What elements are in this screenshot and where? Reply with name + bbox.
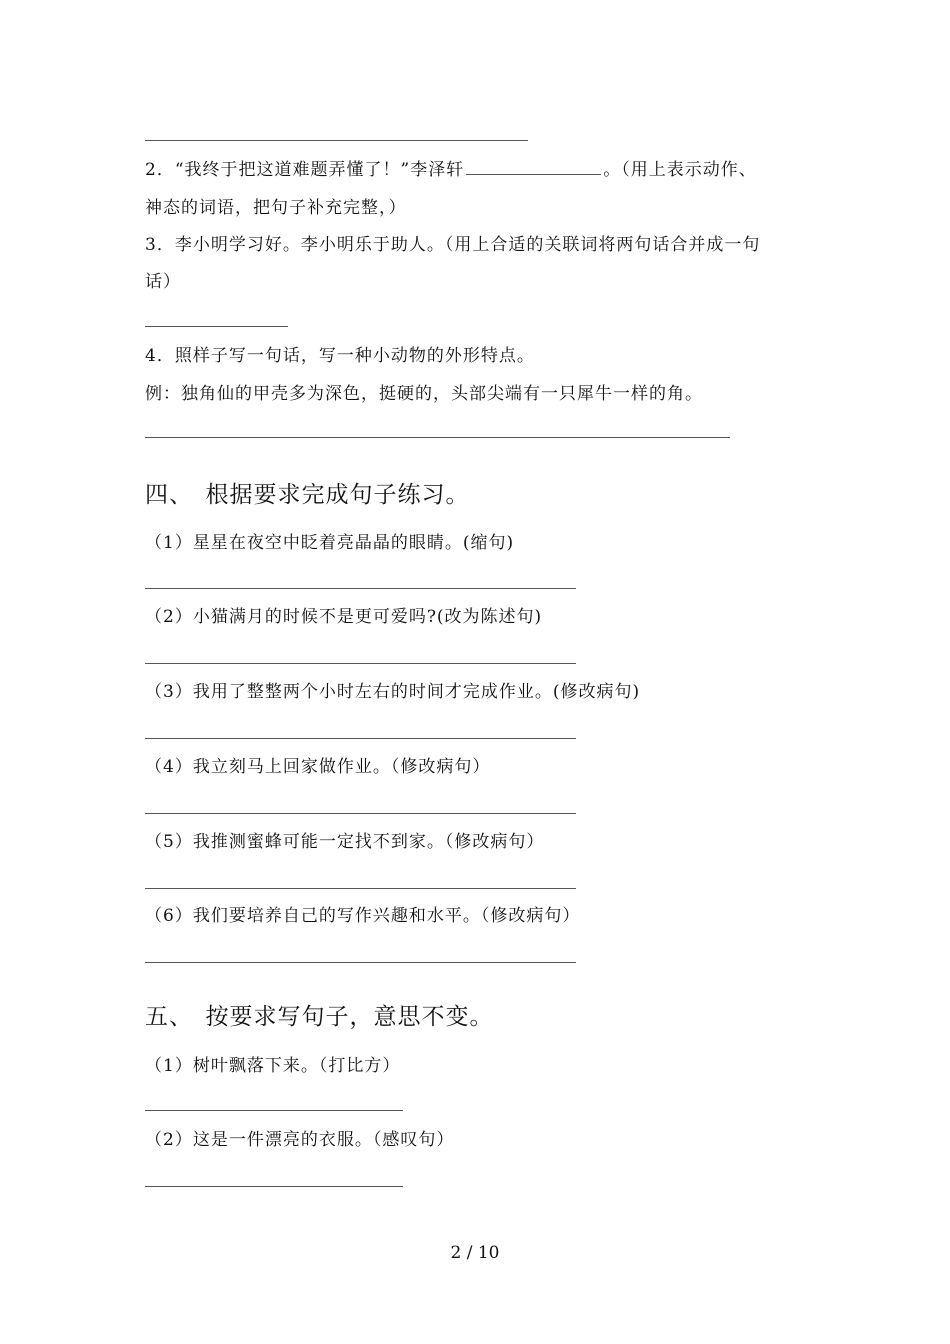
- answer-line-q4[interactable]: [145, 437, 730, 438]
- section-4-item-2: （2）小猫满月的时候不是更可爱吗?(改为陈述句): [145, 607, 543, 627]
- section-4-item-6: （6）我们要培养自己的写作兴趣和水平。（修改病句）: [145, 906, 581, 926]
- question-3-line1: 3．李小明学习好。李小明乐于助人。（用上合适的关联词将两句话合并成一句: [145, 235, 761, 255]
- section-5-item-1: （1）树叶飘落下来。（打比方）: [145, 1056, 401, 1076]
- section-4-item-1: （1）星星在夜空中眨着亮晶晶的眼睛。(缩句): [145, 533, 515, 553]
- answer-line-s4-4[interactable]: [145, 813, 576, 814]
- answer-line-q1[interactable]: [145, 140, 528, 141]
- section-4-item-3: （3）我用了整整两个小时左右的时间才完成作业。(修改病句): [145, 682, 641, 702]
- question-4-example: 例：独角仙的甲壳多为深色，挺硬的，头部尖端有一只犀牛一样的角。: [145, 384, 703, 404]
- section-4-title: 四、 根据要求完成句子练习。: [145, 482, 470, 508]
- page-number: 2 / 10: [450, 1243, 500, 1263]
- question-3-line2: 话）: [145, 272, 181, 292]
- question-4-line1: 4．照样子写一句话，写一种小动物的外形特点。: [145, 346, 535, 366]
- question-2-line1: [145, 158, 757, 182]
- answer-line-s4-2[interactable]: [145, 663, 576, 664]
- answer-line-s4-5[interactable]: [145, 888, 576, 889]
- section-4-item-5: （5）我推测蜜蜂可能一定找不到家。（修改病句）: [145, 832, 545, 852]
- question-2-blank[interactable]: [466, 158, 601, 175]
- answer-line-s5-1[interactable]: [145, 1110, 403, 1111]
- section-4-item-4: （4）我立刻马上回家做作业。（修改病句）: [145, 757, 491, 777]
- question-2-line2: 神态的词语，把句子补充完整，）: [145, 198, 407, 218]
- question-2-number: 2．: [145, 160, 175, 180]
- section-5-title: 五、 按要求写句子，意思不变。: [145, 1004, 494, 1030]
- answer-line-s4-3[interactable]: [145, 738, 576, 739]
- answer-line-q3[interactable]: [145, 326, 288, 327]
- question-2-text-before: “我终于把这道难题弄懂了！”李泽轩: [174, 160, 465, 180]
- answer-line-s4-1[interactable]: [145, 588, 576, 589]
- question-2-text-after: 。（用上表示动作、: [603, 160, 757, 180]
- section-5-item-2: （2）这是一件漂亮的衣服。（感叹句）: [145, 1130, 455, 1150]
- answer-line-s4-6[interactable]: [145, 962, 576, 963]
- answer-line-s5-2[interactable]: [145, 1186, 403, 1187]
